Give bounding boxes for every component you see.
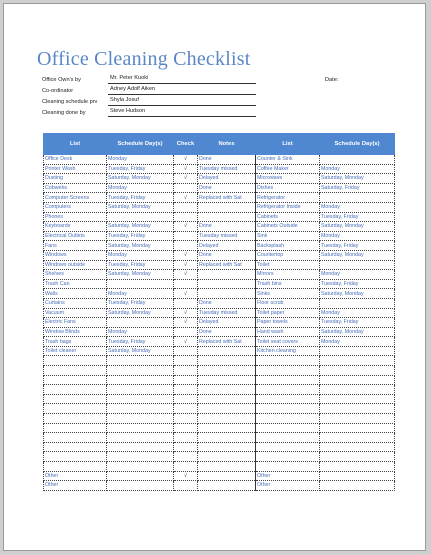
table-row (44, 404, 395, 414)
schedule-cell-2[interactable]: Monday (320, 164, 395, 174)
check-cell[interactable] (174, 279, 198, 289)
check-cell[interactable] (174, 375, 198, 385)
schedule-cell[interactable] (107, 318, 174, 328)
schedule-cell[interactable]: Tuesday, Friday (107, 164, 174, 174)
cleaning-done-value: Steve Hudson (110, 108, 146, 114)
notes-cell[interactable] (198, 471, 256, 481)
schedule-cell[interactable]: Saturday, Monday (107, 241, 174, 251)
schedule-cell[interactable] (107, 481, 174, 491)
table-row (44, 471, 395, 481)
check-cell[interactable] (174, 346, 198, 356)
notes-cell[interactable]: Delayed (198, 318, 256, 328)
list-cell[interactable]: Dusting (44, 174, 107, 184)
list-cell[interactable]: Walls (44, 289, 107, 299)
check-cell[interactable]: √ (174, 164, 198, 174)
table-row (44, 241, 395, 251)
header-schedule-days-2: Schedule Day(s) (320, 134, 395, 155)
list-cell-2[interactable]: Coffee Maker (256, 164, 320, 174)
list-cell-2[interactable]: Other (256, 481, 320, 491)
notes-cell[interactable] (198, 394, 256, 404)
table-row (44, 356, 395, 366)
notes-cell[interactable] (198, 346, 256, 356)
checklist-table (43, 133, 395, 491)
schedule-cell[interactable] (107, 394, 174, 404)
table-row (44, 270, 395, 280)
schedule-cell[interactable]: Monday (107, 155, 174, 165)
check-cell[interactable]: √ (174, 337, 198, 347)
notes-cell[interactable]: Replaced with Sat (198, 193, 256, 203)
list-cell[interactable] (44, 442, 107, 452)
header-list-2: List (256, 134, 320, 155)
list-cell-2[interactable]: Sink (256, 231, 320, 241)
notes-cell[interactable]: Done (198, 327, 256, 337)
header-list: List (44, 134, 107, 155)
notes-cell[interactable] (198, 481, 256, 491)
schedule-cell[interactable]: Saturday, Monday (107, 222, 174, 232)
page-title: Office Cleaning Checklist (37, 48, 251, 70)
notes-cell[interactable] (198, 270, 256, 280)
list-cell[interactable]: Trash bags (44, 337, 107, 347)
schedule-cell[interactable]: Monday (107, 250, 174, 260)
schedule-cell-2[interactable]: Tuesday, Friday (320, 241, 395, 251)
schedule-cell[interactable] (107, 423, 174, 433)
table-row (44, 164, 395, 174)
check-cell[interactable] (174, 433, 198, 443)
table-row (44, 346, 395, 356)
table-row (44, 174, 395, 184)
list-cell[interactable]: Trash Can (44, 279, 107, 289)
table-row (44, 298, 395, 308)
notes-cell[interactable] (198, 452, 256, 462)
check-cell[interactable] (174, 202, 198, 212)
table-row (44, 337, 395, 347)
list-cell-2[interactable] (256, 442, 320, 452)
list-cell-2[interactable]: Counter & Sink (256, 155, 320, 165)
check-cell[interactable]: √ (174, 308, 198, 318)
schedule-cell-2[interactable]: Monday (320, 308, 395, 318)
list-cell-2[interactable]: Cabinets (256, 212, 320, 222)
table-row (44, 327, 395, 337)
list-cell-2[interactable]: Refrigerator Inside (256, 202, 320, 212)
notes-cell[interactable] (198, 279, 256, 289)
check-cell[interactable]: √ (174, 289, 198, 299)
office-owner-label: Office Own's by (42, 77, 81, 83)
header-notes: Notes (198, 134, 256, 155)
schedule-cell[interactable] (107, 433, 174, 443)
list-cell[interactable]: Keyboards (44, 222, 107, 232)
schedule-cell[interactable]: Monday (107, 183, 174, 193)
table-row (44, 366, 395, 376)
notes-cell[interactable]: Tuesday missed (198, 308, 256, 318)
list-cell[interactable]: Electric Fans (44, 318, 107, 328)
schedule-cell-2[interactable]: Monday (320, 202, 395, 212)
list-cell[interactable]: Window Blinds (44, 327, 107, 337)
table-row (44, 385, 395, 395)
table-row (44, 193, 395, 203)
schedule-cell-2[interactable]: Tuesday, Friday (320, 212, 395, 222)
table-row (44, 318, 395, 328)
list-cell[interactable] (44, 356, 107, 366)
check-cell[interactable] (174, 327, 198, 337)
list-cell[interactable]: Other (44, 481, 107, 491)
office-owner-value: Mr. Peter Kuoki (110, 75, 149, 81)
schedule-cell-2[interactable]: Saturday, Monday (320, 327, 395, 337)
list-cell[interactable]: Shelves (44, 270, 107, 280)
schedule-label: Cleaning schedule prv (42, 99, 98, 105)
schedule-cell-2[interactable] (320, 471, 395, 481)
list-cell[interactable]: Electrical Outlets (44, 231, 107, 241)
notes-cell[interactable] (198, 433, 256, 443)
notes-cell[interactable]: Done (198, 183, 256, 193)
schedule-cell[interactable] (107, 356, 174, 366)
schedule-cell[interactable]: Tuesday, Friday (107, 337, 174, 347)
notes-cell[interactable] (198, 414, 256, 424)
notes-cell[interactable] (198, 366, 256, 376)
schedule-cell-2[interactable]: Saturday, Monday (320, 174, 395, 184)
notes-cell[interactable]: Tuesday missed (198, 164, 256, 174)
list-cell-2[interactable] (256, 375, 320, 385)
list-cell[interactable]: Computers (44, 202, 107, 212)
list-cell[interactable]: Fans (44, 241, 107, 251)
list-cell-2[interactable]: Hand wash (256, 327, 320, 337)
table-row (44, 279, 395, 289)
list-cell-2[interactable]: Cabinets Outside (256, 222, 320, 232)
list-cell-2[interactable]: Kitchen cleaning (256, 346, 320, 356)
check-cell[interactable]: √ (174, 270, 198, 280)
schedule-cell-2[interactable] (320, 375, 395, 385)
schedule-cell[interactable] (107, 452, 174, 462)
list-cell[interactable] (44, 423, 107, 433)
check-cell[interactable]: √ (174, 174, 198, 184)
check-cell[interactable] (174, 183, 198, 193)
schedule-cell-2[interactable] (320, 346, 395, 356)
table-row (44, 250, 395, 260)
schedule-cell-2[interactable]: Tuesday, Friday (320, 318, 395, 328)
check-cell[interactable] (174, 414, 198, 424)
list-cell[interactable] (44, 375, 107, 385)
list-cell[interactable]: Toilet cleaner (44, 346, 107, 356)
schedule-cell-2[interactable]: Monday (320, 231, 395, 241)
notes-cell[interactable] (198, 375, 256, 385)
coordinator-label: Co-ordinator (42, 88, 74, 94)
schedule-cell-2[interactable]: Tuesday, Friday (320, 279, 395, 289)
list-cell-2[interactable]: Microwave (256, 174, 320, 184)
notes-cell[interactable]: Delayed (198, 241, 256, 251)
list-cell-2[interactable] (256, 423, 320, 433)
list-cell[interactable] (44, 452, 107, 462)
schedule-cell[interactable]: Tuesday, Friday (107, 260, 174, 270)
schedule-cell-2[interactable]: Saturday, Friday (320, 183, 395, 193)
schedule-cell[interactable]: Saturday, Monday (107, 174, 174, 184)
schedule-cell[interactable] (107, 385, 174, 395)
table-row (44, 375, 395, 385)
schedule-cell[interactable]: Tuesday, Friday (107, 298, 174, 308)
schedule-cell-2[interactable]: Saturday, Monday (320, 250, 395, 260)
schedule-cell-2[interactable] (320, 414, 395, 424)
schedule-cell[interactable]: Monday (107, 289, 174, 299)
cleaning-done-field[interactable] (108, 107, 256, 117)
list-cell[interactable]: Printer Wash (44, 164, 107, 174)
check-cell[interactable] (174, 462, 198, 472)
schedule-cell-2[interactable] (320, 298, 395, 308)
schedule-field[interactable] (108, 96, 256, 106)
table-row (44, 414, 395, 424)
schedule-cell[interactable] (107, 279, 174, 289)
check-cell[interactable] (174, 385, 198, 395)
schedule-cell[interactable]: Tuesday, Friday (107, 193, 174, 203)
schedule-cell[interactable]: Saturday, Monday (107, 346, 174, 356)
list-cell-2[interactable] (256, 414, 320, 424)
check-cell[interactable]: √ (174, 318, 198, 328)
notes-cell[interactable]: Done (198, 250, 256, 260)
list-cell-2[interactable]: Toilet seat covers (256, 337, 320, 347)
check-cell[interactable]: √ (174, 222, 198, 232)
schedule-cell-2[interactable] (320, 423, 395, 433)
list-cell[interactable] (44, 385, 107, 395)
check-cell[interactable]: √ (174, 155, 198, 165)
schedule-cell-2[interactable]: Saturday, Monday (320, 222, 395, 232)
schedule-cell-2[interactable]: Monday (320, 337, 395, 347)
table-row (44, 462, 395, 472)
header-check: Check (174, 134, 198, 155)
list-cell-2[interactable]: Other (256, 471, 320, 481)
schedule-cell-2[interactable] (320, 433, 395, 443)
table-row (44, 212, 395, 222)
table-row (44, 394, 395, 404)
table-row (44, 433, 395, 443)
table-row (44, 481, 395, 491)
office-owner-field[interactable] (108, 74, 256, 84)
list-cell[interactable] (44, 462, 107, 472)
coordinator-field[interactable] (108, 85, 256, 95)
check-cell[interactable] (174, 298, 198, 308)
schedule-cell[interactable] (107, 212, 174, 222)
schedule-value: Shyla Josuf (110, 97, 139, 103)
notes-cell[interactable]: Replaced with Sat (198, 260, 256, 270)
notes-cell[interactable] (198, 423, 256, 433)
list-cell[interactable]: Vacuum (44, 308, 107, 318)
schedule-cell-2[interactable] (320, 404, 395, 414)
list-cell[interactable] (44, 366, 107, 376)
schedule-cell-2[interactable] (320, 442, 395, 452)
table-header-row (44, 134, 395, 155)
list-cell-2[interactable]: Toilet paper (256, 308, 320, 318)
notes-cell[interactable] (198, 442, 256, 452)
notes-cell[interactable] (198, 385, 256, 395)
list-cell[interactable]: Windows outside (44, 260, 107, 270)
notes-cell[interactable]: Done (198, 222, 256, 232)
schedule-cell[interactable] (107, 442, 174, 452)
schedule-cell[interactable] (107, 471, 174, 481)
check-cell[interactable] (174, 452, 198, 462)
schedule-cell[interactable]: Saturday, Monday (107, 270, 174, 280)
list-cell-2[interactable]: Toilet (256, 260, 320, 270)
schedule-cell[interactable]: Tuesday, Friday (107, 231, 174, 241)
schedule-cell[interactable]: Saturday, Monday (107, 308, 174, 318)
schedule-cell[interactable]: Monday (107, 327, 174, 337)
table-row (44, 452, 395, 462)
check-cell[interactable] (174, 366, 198, 376)
schedule-cell[interactable]: Saturday, Monday (107, 202, 174, 212)
table-row (44, 308, 395, 318)
schedule-cell-2[interactable]: Monday (320, 270, 395, 280)
table-row (44, 231, 395, 241)
notes-cell[interactable] (198, 212, 256, 222)
check-cell[interactable] (174, 394, 198, 404)
notes-cell[interactable] (198, 404, 256, 414)
schedule-cell-2[interactable] (320, 452, 395, 462)
list-cell-2[interactable]: Floor scrub (256, 298, 320, 308)
table-row (44, 183, 395, 193)
cleaning-done-label: Cleaning done by (42, 110, 86, 116)
schedule-cell[interactable] (107, 366, 174, 376)
table-row (44, 202, 395, 212)
list-cell-2[interactable] (256, 356, 320, 366)
schedule-cell[interactable] (107, 462, 174, 472)
list-cell-2[interactable]: Paper towels (256, 318, 320, 328)
schedule-cell[interactable] (107, 375, 174, 385)
schedule-cell-2[interactable] (320, 394, 395, 404)
schedule-cell-2[interactable] (320, 356, 395, 366)
schedule-cell[interactable] (107, 414, 174, 424)
schedule-cell-2[interactable] (320, 462, 395, 472)
list-cell[interactable] (44, 433, 107, 443)
list-cell-2[interactable] (256, 433, 320, 443)
schedule-cell-2[interactable]: Saturday, Monday (320, 289, 395, 299)
check-cell[interactable] (174, 356, 198, 366)
list-cell[interactable]: Other (44, 471, 107, 481)
notes-cell[interactable] (198, 289, 256, 299)
schedule-cell[interactable] (107, 404, 174, 414)
list-cell[interactable] (44, 404, 107, 414)
coordinator-value: Adney Adolf Aiken (110, 86, 156, 92)
check-cell[interactable] (174, 481, 198, 491)
list-cell-2[interactable]: Refrigerator (256, 193, 320, 203)
table-row (44, 423, 395, 433)
list-cell-2[interactable]: Dishes (256, 183, 320, 193)
table-row (44, 442, 395, 452)
check-cell[interactable] (174, 423, 198, 433)
table-row (44, 155, 395, 165)
list-cell-2[interactable] (256, 366, 320, 376)
schedule-cell-2[interactable] (320, 155, 395, 165)
schedule-cell-2[interactable] (320, 481, 395, 491)
notes-cell[interactable]: Delayed (198, 174, 256, 184)
checklist-page (3, 3, 426, 551)
list-cell[interactable]: Cobwebs (44, 183, 107, 193)
list-cell-2[interactable] (256, 385, 320, 395)
list-cell-2[interactable]: Sinks (256, 289, 320, 299)
notes-cell[interactable]: Done (198, 298, 256, 308)
table-row (44, 289, 395, 299)
check-cell[interactable] (174, 404, 198, 414)
check-cell[interactable] (174, 442, 198, 452)
list-cell[interactable] (44, 414, 107, 424)
list-cell-2[interactable]: Backsplash (256, 241, 320, 251)
schedule-cell-2[interactable] (320, 385, 395, 395)
list-cell-2[interactable]: Mirrors (256, 270, 320, 280)
list-cell[interactable]: Computer Screens (44, 193, 107, 203)
table-row (44, 222, 395, 232)
list-cell[interactable]: Curtains (44, 298, 107, 308)
schedule-cell-2[interactable] (320, 260, 395, 270)
schedule-cell-2[interactable] (320, 193, 395, 203)
check-cell[interactable]: √ (174, 260, 198, 270)
list-cell[interactable]: Office Desk (44, 155, 107, 165)
list-cell-2[interactable] (256, 404, 320, 414)
check-cell[interactable]: √ (174, 471, 198, 481)
notes-cell[interactable] (198, 202, 256, 212)
list-cell-2[interactable] (256, 462, 320, 472)
notes-cell[interactable] (198, 356, 256, 366)
list-cell-2[interactable]: Countertop (256, 250, 320, 260)
table-row (44, 260, 395, 270)
notes-cell[interactable]: Replaced with Sat (198, 337, 256, 347)
notes-cell[interactable]: Tuesday missed (198, 231, 256, 241)
check-cell[interactable] (174, 212, 198, 222)
schedule-cell-2[interactable] (320, 366, 395, 376)
check-cell[interactable] (174, 241, 198, 251)
notes-cell[interactable] (198, 462, 256, 472)
list-cell-2[interactable]: Trash bins (256, 279, 320, 289)
header-schedule-days: Schedule Day(s) (107, 134, 174, 155)
check-cell[interactable] (174, 231, 198, 241)
check-cell[interactable]: √ (174, 250, 198, 260)
list-cell[interactable]: Phones (44, 212, 107, 222)
list-cell[interactable] (44, 394, 107, 404)
date-label: Date: (325, 77, 339, 83)
list-cell-2[interactable] (256, 394, 320, 404)
check-cell[interactable]: √ (174, 193, 198, 203)
list-cell-2[interactable] (256, 452, 320, 462)
list-cell[interactable]: Windows (44, 250, 107, 260)
notes-cell[interactable]: Done (198, 155, 256, 165)
